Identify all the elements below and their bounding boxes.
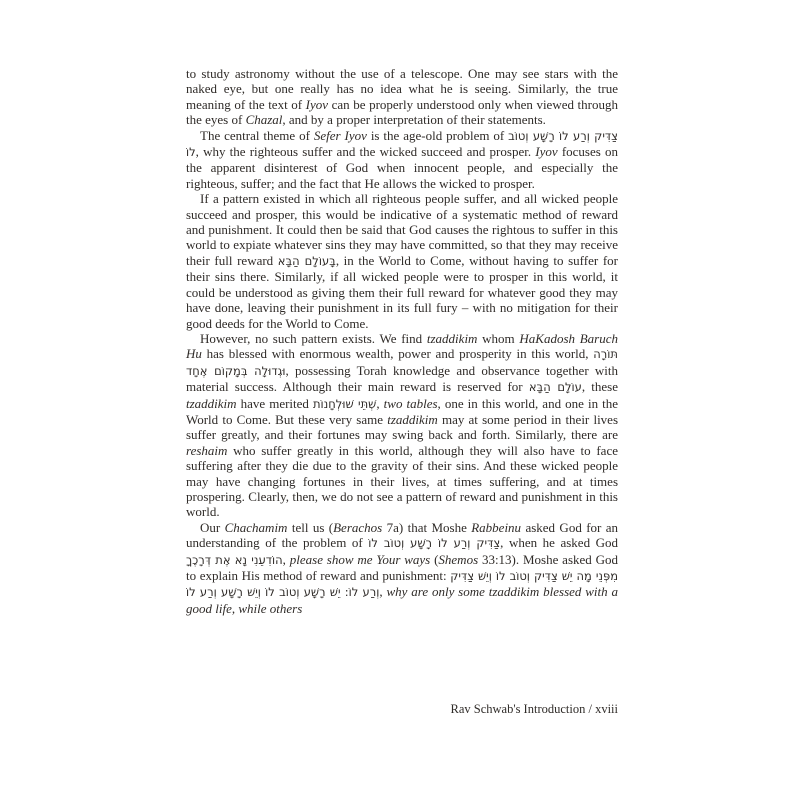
text-run: can be properly understood only when viewed through the eyes of xyxy=(186,96,618,128)
text-run: have merited xyxy=(236,395,313,411)
hebrew-phrase: מִפְּנֵי מָה יֵשׁ צַדִּיק וְטוֹב לוֹ וְיֵשׁ צַדִּיק וְרַע לוֹ: יֵשׁ רָשָׁע וְטוֹב לוֹ וְיֵשׁ רָשָׁע וְרַע לוֹ xyxy=(186,569,619,600)
text-run: 7a) that Moshe xyxy=(382,519,472,535)
text-run: Iyov xyxy=(305,96,329,112)
text-run: ( xyxy=(430,551,439,567)
text-run: why are only some tzaddikim blessed with a good life, while others xyxy=(186,584,618,616)
text-run: Chazal xyxy=(245,112,283,128)
text-run: Iyov xyxy=(535,144,558,160)
text-run: may at some period in their lives suffer greatly, and their fortunes may swing back and forth. Similarly, there are xyxy=(186,411,619,443)
paragraph xyxy=(186,128,618,192)
text-run: Shemos xyxy=(438,551,479,567)
text-run: two tables xyxy=(383,395,438,411)
text-run: 33:13). Moshe asked God to explain His method of reward and punishment: xyxy=(186,551,618,583)
text-run: has blessed with enormous wealth, power and prosperity in this world, xyxy=(201,346,594,362)
text-run: tzaddikim xyxy=(387,411,438,427)
text-run: The central theme of xyxy=(200,127,314,143)
hebrew-phrase: שְׁתֵּי שׁוּלְחָנוֹת xyxy=(312,396,377,411)
text-run: tzaddikim xyxy=(186,395,237,411)
hebrew-phrase: בָּעוֹלָם הַבָּא xyxy=(277,253,336,268)
text-run: , one in this world, and one in the World to Come. But these very same xyxy=(186,395,619,427)
text-run: HaKadosh Baruch Hu xyxy=(186,330,618,362)
text-run: However, no such pattern exists. We find xyxy=(200,330,427,346)
text-run: , possessing Torah knowledge and observance together with material success. Although their main reward is reserved for xyxy=(186,362,619,395)
text-run: Rabbeinu xyxy=(471,519,522,535)
text-run: , and by a proper interpretation of their statements. xyxy=(282,112,546,128)
text-run: Sefer Iyov xyxy=(313,127,367,143)
hebrew-phrase: הוֹדִעֵנִי נָא אֶת דְּרָכֶךָ xyxy=(186,552,283,567)
text-run: , xyxy=(282,551,290,567)
text-run: focuses on the apparent disinterest of God when innocent people, and especially the righteous, suffer; and the fact that He allows the wicked to prosper. xyxy=(186,144,618,191)
text-run: , these xyxy=(581,379,618,395)
text-run: If a pattern existed in which all righteous people suffer, and all wicked people succeed and prosper, this would be indicative of a systematic method of reward and punishment. It could then be said that God causes the rightous to suffer in this world to expiate whatever sins they may have committed, so that they may receive their full reward xyxy=(186,191,618,268)
hebrew-phrase: צַדִּיק וְרַע לוֹ רָשָׁע וְטוֹב לוֹ xyxy=(368,536,501,551)
page-footer: Rav Schwab's Introduction / xviii xyxy=(450,702,618,716)
text-block xyxy=(186,66,618,616)
paragraph xyxy=(186,191,618,331)
text-run: , xyxy=(379,584,387,600)
paragraph xyxy=(186,520,618,616)
text-run: , in the World to Come, without having to suffer for their sins there. Similarly, if all wicked people were to prosper in this world, it could be understood as giving them their full reward for whatever good they may have done, leaving their punishment in its full fury – with no mitigation for their good deeds for the World to Come. xyxy=(186,252,618,331)
text-run: whom xyxy=(477,330,520,346)
text-run: Chachamim xyxy=(224,519,288,535)
text-run: , xyxy=(376,395,384,411)
hebrew-phrase: עוֹלָם הַבָּא xyxy=(528,380,582,395)
text-run: asked God for an understanding of the problem of xyxy=(186,519,619,551)
paragraph xyxy=(186,66,618,128)
text-run: please show me Your ways xyxy=(289,551,431,567)
hebrew-phrase: צַדִּיק וְרַע לוֹ רָשָׁע וְטוֹב לוֹ xyxy=(186,128,619,160)
text-run: Berachos xyxy=(333,519,383,535)
text-run: reshaim xyxy=(186,442,228,458)
text-run: who suffer greatly in this world, although they will also have to face suffering after they die due to the gravity of their sins. And these wicked people may have changing fortunes in their lives, at times suffering, and at times prospering. Clearly, then, we do not see a pattern of reward and punishment in this world. xyxy=(186,442,618,520)
text-run: , when he asked God xyxy=(500,535,619,551)
text-run: Our xyxy=(200,519,225,535)
text-run: to study astronomy without the use of a telescope. One may see stars with the naked eye, but one really has no idea what he is seeing. Similarly, the true meaning of the text of xyxy=(186,66,618,112)
hebrew-phrase: תּוֹרָה וּגְדוּלָה בְּמָקוֹם אֶחָד xyxy=(186,347,618,378)
text-run: tell us ( xyxy=(287,519,334,535)
text-run: tzaddikim xyxy=(426,330,478,346)
text-run: , why the righteous suffer and the wicked succeed and prosper. xyxy=(195,144,536,160)
paragraph xyxy=(186,331,618,520)
text-run: is the age-old problem of xyxy=(366,127,509,143)
